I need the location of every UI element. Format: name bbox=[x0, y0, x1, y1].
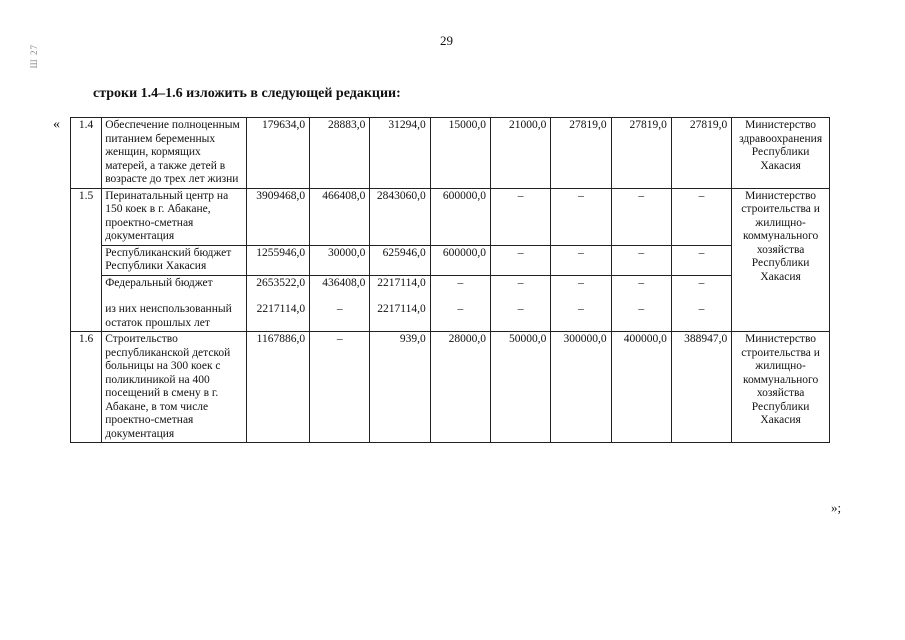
table-row bbox=[71, 291, 830, 332]
value-cell: 28883,0 bbox=[310, 118, 370, 189]
table-row bbox=[71, 332, 830, 443]
value-cell: – bbox=[611, 275, 671, 291]
opening-quote: « bbox=[53, 117, 60, 132]
value-cell: – bbox=[611, 291, 671, 332]
value-cell: 2843060,0 bbox=[370, 188, 430, 245]
value-cell: 2653522,0 bbox=[246, 275, 309, 291]
value-cell: 2217114,0 bbox=[370, 275, 430, 291]
value-cell: 31294,0 bbox=[370, 118, 430, 189]
value-cell: 3909468,0 bbox=[246, 188, 309, 245]
row-name: Республиканский бюджет Республики Хакасия bbox=[102, 245, 247, 275]
value-cell: 27819,0 bbox=[671, 118, 731, 189]
value-cell: – bbox=[671, 188, 731, 245]
row-number: 1.4 bbox=[71, 118, 102, 189]
value-cell: 30000,0 bbox=[310, 245, 370, 275]
value-cell: – bbox=[671, 245, 731, 275]
row-number: 1.5 bbox=[71, 188, 102, 332]
value-cell: 300000,0 bbox=[551, 332, 611, 443]
value-cell: – bbox=[430, 291, 490, 332]
responsible-ministry: Министерство строительства и жилищно-коммунального хозяйства Республики Хакасия bbox=[732, 332, 830, 443]
value-cell: 50000,0 bbox=[491, 332, 551, 443]
value-cell: 939,0 bbox=[370, 332, 430, 443]
value-cell: – bbox=[491, 275, 551, 291]
value-cell: – bbox=[491, 188, 551, 245]
value-cell: – bbox=[611, 188, 671, 245]
value-cell: – bbox=[551, 245, 611, 275]
responsible-ministry: Министерство строительства и жилищно-коммунального хозяйства Республики Хакасия bbox=[732, 188, 830, 332]
row-number: 1.6 bbox=[71, 332, 102, 443]
value-cell: 27819,0 bbox=[551, 118, 611, 189]
value-cell: 15000,0 bbox=[430, 118, 490, 189]
page-number: 29 bbox=[440, 33, 453, 48]
program-table bbox=[70, 117, 830, 443]
row-name: Федеральный бюджет bbox=[102, 275, 247, 291]
row-name: Обеспечение полноценным питанием беременных женщин, кормящих матерей, а также детей в возрасте до трех лет жизни bbox=[102, 118, 247, 189]
value-cell: – bbox=[551, 275, 611, 291]
value-cell: 2217114,0 bbox=[370, 291, 430, 332]
value-cell: 625946,0 bbox=[370, 245, 430, 275]
value-cell: 1255946,0 bbox=[246, 245, 309, 275]
value-cell: 28000,0 bbox=[430, 332, 490, 443]
closing-quote: »; bbox=[831, 500, 842, 515]
value-cell: 388947,0 bbox=[671, 332, 731, 443]
table-row bbox=[71, 188, 830, 245]
value-cell: 179634,0 bbox=[246, 118, 309, 189]
row-name: из них неиспользованный остаток прошлых лет bbox=[102, 291, 247, 332]
value-cell: – bbox=[611, 245, 671, 275]
row-name: Строительство республиканской детской больницы на 300 коек с поликлиникой на 400 посещений в смену в г. Абакане, в том числе проектно-сметная документация bbox=[102, 332, 247, 443]
value-cell: 600000,0 bbox=[430, 188, 490, 245]
value-cell: 400000,0 bbox=[611, 332, 671, 443]
value-cell: 27819,0 bbox=[611, 118, 671, 189]
value-cell: 2217114,0 bbox=[246, 291, 309, 332]
value-cell: – bbox=[310, 291, 370, 332]
value-cell: – bbox=[671, 291, 731, 332]
table-row bbox=[71, 245, 830, 275]
responsible-ministry: Министерство здравоохранения Республики Хакасия bbox=[732, 118, 830, 189]
value-cell: 600000,0 bbox=[430, 245, 490, 275]
value-cell: – bbox=[430, 275, 490, 291]
value-cell: – bbox=[551, 188, 611, 245]
value-cell: – bbox=[491, 291, 551, 332]
row-name: Перинатальный центр на 150 коек в г. Абакане, проектно-сметная документация bbox=[102, 188, 247, 245]
intro-text: строки 1.4–1.6 изложить в следующей редакции: bbox=[93, 86, 401, 101]
value-cell: 1167886,0 bbox=[246, 332, 309, 443]
value-cell: – bbox=[491, 245, 551, 275]
value-cell: 21000,0 bbox=[491, 118, 551, 189]
value-cell: – bbox=[551, 291, 611, 332]
table-row bbox=[71, 275, 830, 291]
value-cell: – bbox=[671, 275, 731, 291]
table-row bbox=[71, 118, 830, 189]
value-cell: 466408,0 bbox=[310, 188, 370, 245]
value-cell: – bbox=[310, 332, 370, 443]
margin-stamp: Ш 27 bbox=[29, 44, 39, 69]
value-cell: 436408,0 bbox=[310, 275, 370, 291]
